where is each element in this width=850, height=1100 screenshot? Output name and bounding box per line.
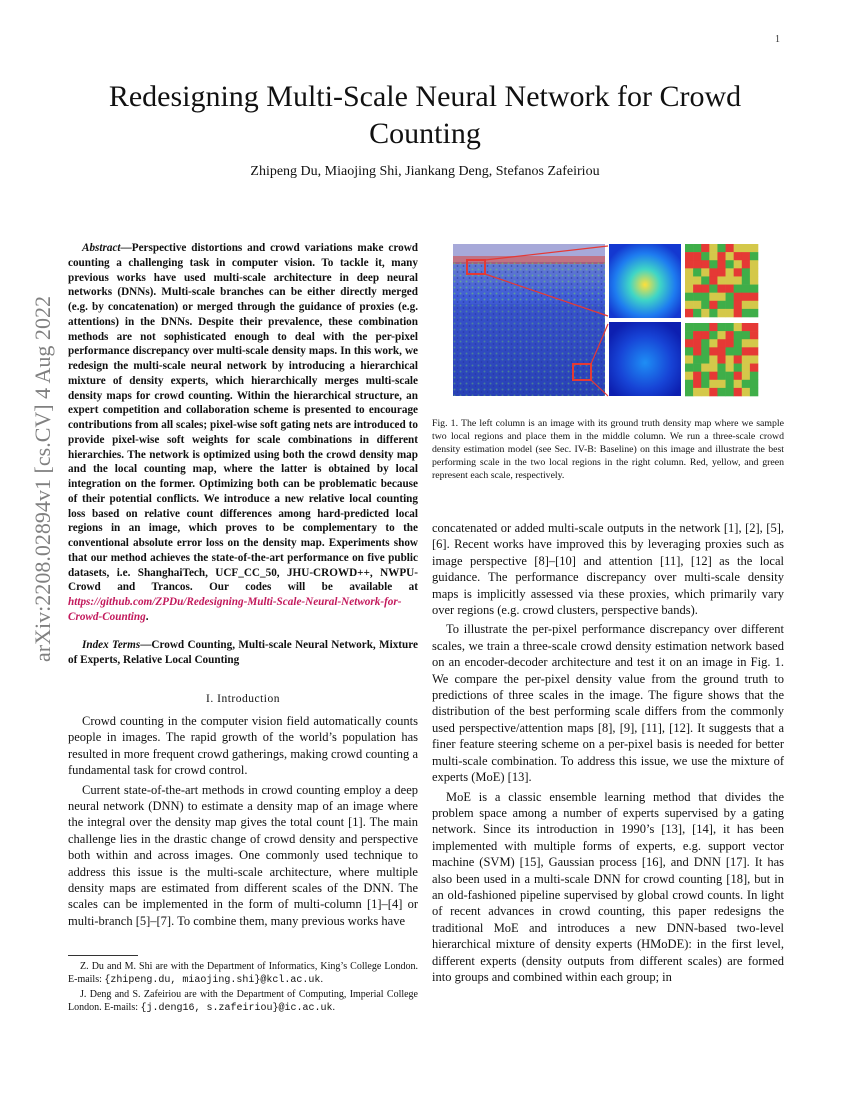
right-body-text (432, 520, 784, 988)
scale-cell (734, 331, 742, 339)
scale-cell (734, 380, 742, 388)
scale-cell (709, 323, 717, 331)
scale-cell (693, 276, 701, 284)
footnote-end: . (332, 1002, 336, 1014)
scale-cell (717, 301, 725, 309)
scale-cell (750, 252, 758, 260)
scale-cell (717, 355, 725, 363)
scale-cell (717, 244, 725, 252)
scale-cell (742, 380, 750, 388)
scale-cell (734, 276, 742, 284)
scale-cell (693, 301, 701, 309)
scale-cell (693, 380, 701, 388)
scale-cell (734, 364, 742, 372)
scale-cell (750, 260, 758, 268)
footnote-text: Z. Du and M. Shi are with the Department of Informatics, King’s College London. E-mails: (68, 961, 418, 986)
scale-cell (726, 268, 734, 276)
scale-cell (701, 355, 709, 363)
index-terms-text: —Crowd Counting, Multi-scale Neural Network, Mixture of Experts, Relative Local Counting (68, 639, 418, 666)
scale-cell (685, 293, 693, 301)
scale-cell (726, 323, 734, 331)
figure-1 (453, 244, 787, 398)
index-terms-label: Index Terms (82, 639, 141, 651)
scale-cell (742, 388, 750, 396)
scale-cell (726, 309, 734, 317)
scale-cell (685, 364, 693, 372)
title-line-1: Redesigning Multi-Scale Neural Network for Crowd (108, 80, 742, 113)
scale-cell (693, 244, 701, 252)
scale-cell (717, 309, 725, 317)
scale-cell (750, 388, 758, 396)
scale-cell (717, 268, 725, 276)
scale-cell (726, 244, 734, 252)
scale-cell (750, 268, 758, 276)
scale-cell (709, 364, 717, 372)
scale-cell (709, 268, 717, 276)
index-terms (68, 638, 418, 668)
scale-cell (701, 276, 709, 284)
scale-cell (717, 252, 725, 260)
scale-cell (701, 309, 709, 317)
scale-cell (742, 323, 750, 331)
scale-cell (693, 260, 701, 268)
scale-cell (726, 252, 734, 260)
scale-cell (726, 347, 734, 355)
scale-cell (734, 293, 742, 301)
scale-cell (750, 339, 758, 347)
scale-cell (742, 268, 750, 276)
page-number: 1 (775, 34, 780, 45)
scale-map-bottom (685, 323, 758, 396)
scale-cell (717, 388, 725, 396)
scale-cell (709, 252, 717, 260)
scale-cell (693, 347, 701, 355)
crowd-image (453, 244, 605, 396)
scale-cell (742, 244, 750, 252)
paragraph: MoE is a classic ensemble learning method that divides the problem space among a number of experts supervised by a gating network. Since its introduction in 1990’s [13], [14], it has been implemented with multiple forms of experts, e.g. support vector machine (SVM) [15], Gaussian process [16], and DNN [17]. It has also been used in a multi-scale DNN for crowd counting [18], but in an old-fashioned pipeline supervised by global crowd counts. In light of recent advances in crowd counting, this paper redesigns the traditional MoE and introduces a new DNN-based two-level hierarchical mixture of density experts (HMoDE): in the first level, different experts (density outputs from different scales) are formed into groups and combined within each group; in (432, 789, 784, 984)
scale-cell (701, 339, 709, 347)
scale-cell (726, 285, 734, 293)
scale-cell (701, 301, 709, 309)
footnote-divider (68, 955, 138, 956)
scale-cell (726, 364, 734, 372)
scale-cell (693, 323, 701, 331)
scale-cell (701, 260, 709, 268)
scale-cell (734, 301, 742, 309)
scale-cell (693, 268, 701, 276)
scale-cell (709, 388, 717, 396)
scale-cell (734, 339, 742, 347)
scale-cell (701, 293, 709, 301)
scale-cell (685, 323, 693, 331)
footnote-email: {j.deng16, s.zafeiriou}@ic.ac.uk (140, 1003, 333, 1015)
footnote-text: J. Deng and S. Zafeiriou are with the Department of Computing, Imperial College London. E-mails: (68, 988, 418, 1014)
scale-cell (734, 268, 742, 276)
scale-cell (717, 372, 725, 380)
scale-cell (709, 244, 717, 252)
scale-cell (685, 285, 693, 293)
scale-cell (709, 285, 717, 293)
scale-cell (693, 388, 701, 396)
scale-cell (693, 285, 701, 293)
scale-cell (685, 309, 693, 317)
scale-cell (685, 380, 693, 388)
scale-cell (750, 323, 758, 331)
paragraph: Crowd counting in the computer vision field automatically counts people in images. The rapid growth of the world’s population has resulted in more frequent crowd gatherings, making crowd counting a fundamental task for crowd control. (68, 714, 418, 778)
scale-cell (701, 380, 709, 388)
arxiv-id: arXiv:2208.02894v1 [cs.CV] 4 Aug 2022 (30, 296, 55, 662)
scale-cell (742, 331, 750, 339)
arxiv-sidebar (18, 290, 58, 670)
scale-cell (693, 339, 701, 347)
figure-caption: Fig. 1. The left column is an image with its ground truth density map where we sample two local regions and place them in the middle column. We run a three-scale crowd density estimation model (see Sec. IV-B: Baseline) on this image and illustrate the best performing scale in the two local regions in the right column. Red, yellow, and green represent each scale, respectively. (432, 418, 784, 482)
footnote-end: . (320, 974, 323, 986)
abstract-label: Abstract (82, 242, 121, 254)
scale-cell (734, 260, 742, 268)
title-line-2: Counting (369, 117, 481, 150)
scale-cell (701, 268, 709, 276)
scale-cell (726, 301, 734, 309)
scale-cell (717, 339, 725, 347)
scale-cell (726, 388, 734, 396)
scale-cell (709, 309, 717, 317)
scale-cell (709, 380, 717, 388)
section-heading: I. Introduction (206, 693, 280, 705)
scale-cell (709, 331, 717, 339)
scale-cell (750, 380, 758, 388)
scale-cell (685, 347, 693, 355)
scale-cell (693, 364, 701, 372)
footnote-email: {zhipeng.du, miaojing.shi}@kcl.ac.uk (104, 975, 321, 987)
scale-cell (693, 372, 701, 380)
scale-cell (701, 347, 709, 355)
scale-cell (717, 331, 725, 339)
scale-cell (734, 388, 742, 396)
scale-cell (742, 285, 750, 293)
scale-cell (750, 331, 758, 339)
scale-cell (685, 339, 693, 347)
scale-cell (693, 331, 701, 339)
scale-cell (685, 252, 693, 260)
scale-cell (734, 323, 742, 331)
scale-cell (709, 276, 717, 284)
scale-cell (701, 244, 709, 252)
scale-cell (701, 364, 709, 372)
scale-cell (685, 372, 693, 380)
scale-cell (726, 260, 734, 268)
scale-cell (750, 244, 758, 252)
scale-cell (709, 301, 717, 309)
scale-cell (709, 347, 717, 355)
scale-cell (685, 388, 693, 396)
scale-cell (717, 323, 725, 331)
scale-cell (726, 293, 734, 301)
scale-cell (750, 355, 758, 363)
scale-cell (726, 380, 734, 388)
scale-cell (750, 293, 758, 301)
scale-cell (734, 372, 742, 380)
scale-cell (717, 364, 725, 372)
abstract-text: —Perspective distortions and crowd variations make crowd counting a challenging task in computer vision. To tackle it, many previous works have used multi-scale architecture in deep neural networks (DNNs). Multi-scale branches can be either directly merged (e.g. by concatenation) or merged through the guidance of proxies (e.g. attentions) in the DNNs. Despite their prevalence, these combination methods are not sophisticated enough to deal with the per-pixel performance discrepancy over multi-scale density maps. In this work, we redesign the multi-scale neural network by introducing a hierarchical mixture of density experts, which hierarchically merges multi-scale density maps for crowd counting. Within the hierarchical structure, an expert competition and collaboration scheme is presented to encourage contributions from all scales; pixel-wise soft gating nets are introduced to provide pixel-wise soft weights for scale combinations in different hierarchies. The network is optimized using both the crowd density map and the local counting map, where the latter is obtained by local integration on the former. Optimizing both can be problematic because of their potential conflicts. We introduce a new relative local counting loss based on relative count differences among hard-predicted local regions in an image, which proves to be complementary to the conventional absolute error loss on the density map. Experiments show that our method achieves the state-of-the-art performance on five public datasets, i.e. ShanghaiTech, UCF_CC_50, JHU-CROWD++, NWPU-Crowd and Trancos. Our codes will be available at (68, 242, 418, 594)
scale-cell (750, 301, 758, 309)
scale-cell (742, 364, 750, 372)
scale-cell (693, 252, 701, 260)
scale-cell (750, 364, 758, 372)
scale-cell (726, 339, 734, 347)
scale-cell (726, 331, 734, 339)
paragraph: To illustrate the per-pixel performance discrepancy over different scales, we train a three-scale crowd density estimation network based on an encoder-decoder architecture and test it on an image in Fig. 1. We compare the per-pixel density value from the ground truth to predictions of three scales in the image. The figure shows that the distribution of the best performing scale differs from the commonly used perspective/attention maps [8], [9], [11], [12]. It suggests that a finer feature steering scheme on a per-pixel basis is needed for better multi-scale combination. To address this issue, we use the mixture of experts (MoE) [13]. (432, 622, 784, 785)
scale-cell (685, 244, 693, 252)
scale-cell (734, 309, 742, 317)
scale-cell (717, 293, 725, 301)
scale-cell (726, 276, 734, 284)
scale-cell (742, 355, 750, 363)
scale-cell (709, 293, 717, 301)
scale-cell (685, 355, 693, 363)
abstract-end: . (145, 610, 149, 623)
scale-cell (693, 355, 701, 363)
scale-cell (750, 276, 758, 284)
scale-cell (717, 347, 725, 355)
code-link[interactable]: https://github.com/ZPDu/Redesigning-Multi-Scale-Neural-Network-for-Crowd-Counting (68, 596, 402, 623)
paper-title (60, 78, 790, 152)
scale-cell (709, 339, 717, 347)
scale-cell (717, 276, 725, 284)
figure-graphic (453, 244, 787, 398)
scale-cell (685, 301, 693, 309)
abstract (68, 241, 418, 625)
paragraph: Current state-of-the-art methods in crowd counting employ a deep neural network (DNN) to estimate a density map of an image where the integral over the density map gives the total count [1]. The main challenge lies in the drastic change of crowd density and perspective both within and across images. One commonly used technique to address this issue is the multi-scale architecture, where multiple density maps are estimated from different scales of the DNN. The scales can be implemented in the form of multi-column [1]–[4] or multi-branch [5]–[7]. To combine them, many previous works have (68, 782, 418, 928)
scale-cell (750, 309, 758, 317)
scale-cell (709, 260, 717, 268)
scale-cell (750, 372, 758, 380)
scale-cell (701, 331, 709, 339)
paragraph: concatenated or added multi-scale outputs in the network [1], [2], [5], [6]. Recent works have improved this by leveraging proxies such as image perspective [8]–[10] and attention [11], [12] as the local guidance. The performance discrepancy over multi-scale density maps is implicitly assessed via these proxies, which primarily vary over regions (e.g. crowd clusters, perspective bands). (432, 521, 784, 618)
scale-cell (701, 388, 709, 396)
scale-cell (701, 285, 709, 293)
scale-cell (685, 260, 693, 268)
author-list: Zhipeng Du, Miaojing Shi, Jiankang Deng, Stefanos Zafeiriou (250, 164, 600, 179)
density-crop-top (609, 244, 681, 318)
scale-cell (685, 276, 693, 284)
scale-cell (742, 260, 750, 268)
footnote (68, 988, 418, 1016)
scale-cell (717, 260, 725, 268)
scale-cell (726, 355, 734, 363)
scale-cell (742, 252, 750, 260)
scale-cell (701, 323, 709, 331)
left-body-text (68, 713, 418, 932)
scale-cell (742, 293, 750, 301)
scale-cell (742, 339, 750, 347)
arxiv-stamp (18, 290, 58, 670)
scale-cell (734, 252, 742, 260)
scale-cell (693, 293, 701, 301)
scale-cell (701, 372, 709, 380)
footnotes (68, 960, 418, 1016)
scale-cell (742, 372, 750, 380)
scale-cell (717, 380, 725, 388)
scale-cell (701, 252, 709, 260)
scale-cell (709, 372, 717, 380)
scale-cell (726, 372, 734, 380)
scale-cell (742, 347, 750, 355)
scale-cell (734, 347, 742, 355)
scale-cell (742, 276, 750, 284)
scale-cell (693, 309, 701, 317)
scale-cell (734, 285, 742, 293)
scale-cell (742, 309, 750, 317)
scale-cell (734, 244, 742, 252)
density-crop-bottom (609, 322, 681, 396)
scale-cell (717, 285, 725, 293)
scale-cell (750, 285, 758, 293)
footnote (68, 960, 418, 988)
scale-cell (750, 347, 758, 355)
scale-cell (734, 355, 742, 363)
scale-cell (709, 355, 717, 363)
scale-cell (685, 268, 693, 276)
scale-cell (742, 301, 750, 309)
scale-map-top (685, 244, 758, 317)
scale-cell (685, 331, 693, 339)
